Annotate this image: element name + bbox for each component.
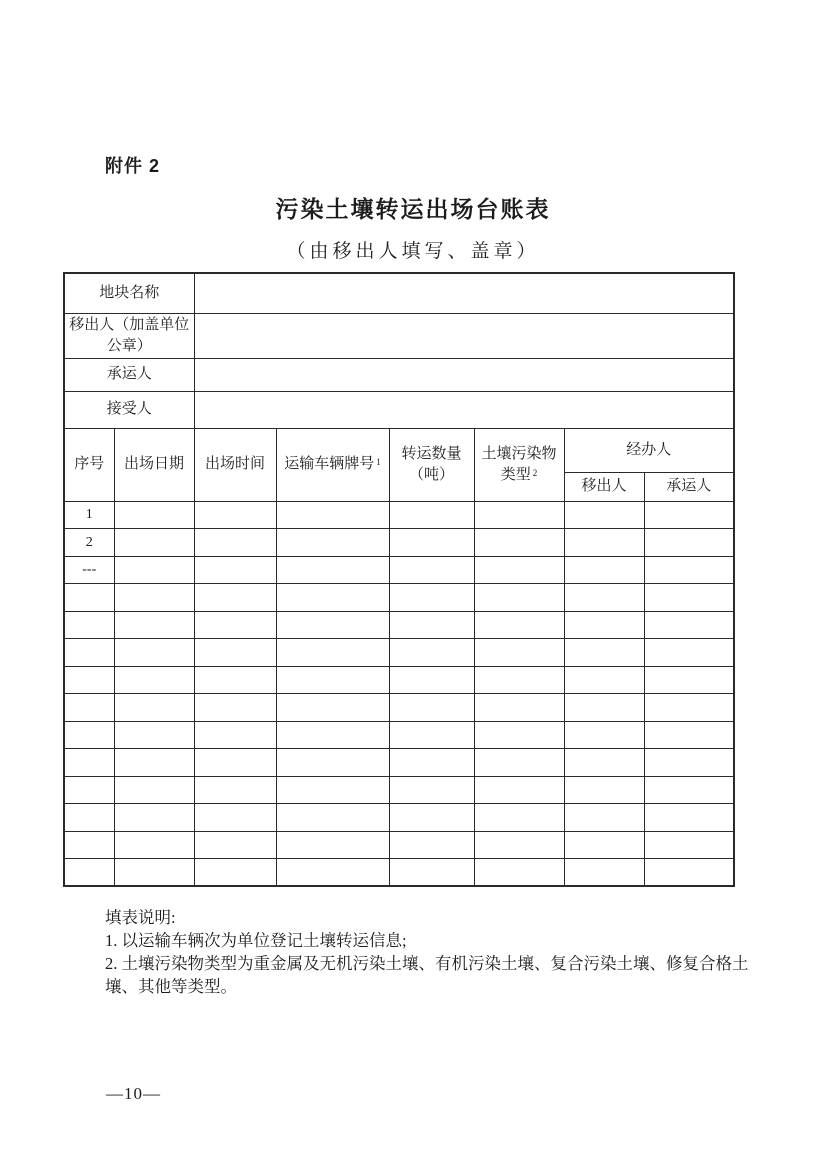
info-row-receiver xyxy=(64,391,734,428)
col-header-quantity-line2: （吨） xyxy=(409,466,455,483)
table-cell xyxy=(64,721,114,749)
table-cell xyxy=(644,584,734,612)
remover-label: 移出人（加盖单位公章） xyxy=(64,313,194,358)
table-row xyxy=(64,611,734,639)
table-cell: 1 xyxy=(64,501,114,529)
table-cell xyxy=(114,694,194,722)
table-cell xyxy=(194,639,276,667)
table-cell xyxy=(64,611,114,639)
table-row xyxy=(64,804,734,832)
attachment-label: 附件 2 xyxy=(105,156,161,176)
carrier-label: 承运人 xyxy=(64,358,194,391)
table-cell xyxy=(564,721,644,749)
table-row xyxy=(64,501,734,529)
table-cell xyxy=(564,501,644,529)
col-header-seq-no xyxy=(64,428,114,501)
table-cell xyxy=(564,859,644,887)
table-cell xyxy=(389,776,474,804)
table-cell xyxy=(114,556,194,584)
receiver-label: 接受人 xyxy=(64,391,194,428)
table-row xyxy=(64,639,734,667)
col-header-handler-remover: 移出人 xyxy=(564,472,644,501)
table-cell xyxy=(474,804,564,832)
table-cell: 2 xyxy=(64,529,114,557)
table-cell xyxy=(114,666,194,694)
col-header-seq-no-text: 序号 xyxy=(74,456,105,472)
col-header-pollutant-line2: 类型 xyxy=(500,466,531,483)
col-header-quantity-line1: 转运数量 xyxy=(401,445,462,462)
table-cell xyxy=(194,859,276,887)
table-cell xyxy=(194,776,276,804)
table-cell xyxy=(64,776,114,804)
table-cell xyxy=(644,721,734,749)
page-subtitle: （由移出人填写、盖章） xyxy=(286,241,540,262)
page-number: —10— xyxy=(106,1084,161,1103)
table-cell xyxy=(194,694,276,722)
table-cell xyxy=(644,859,734,887)
ledger-table xyxy=(63,272,735,887)
fill-instructions xyxy=(105,906,753,998)
table-cell xyxy=(644,694,734,722)
table-cell xyxy=(114,501,194,529)
table-cell xyxy=(194,501,276,529)
table-cell xyxy=(644,666,734,694)
table-row xyxy=(64,556,734,584)
table-cell xyxy=(389,831,474,859)
table-cell xyxy=(194,831,276,859)
table-cell xyxy=(194,721,276,749)
table-cell xyxy=(389,804,474,832)
table-cell xyxy=(564,584,644,612)
table-cell xyxy=(644,639,734,667)
table-cell xyxy=(474,666,564,694)
table-row xyxy=(64,721,734,749)
table-cell xyxy=(276,529,389,557)
table-cell xyxy=(114,749,194,777)
footnote-ref-2: 2 xyxy=(532,467,538,478)
table-row xyxy=(64,776,734,804)
note-item-2: 2. 土壤污染物类型为重金属及无机污染土壤、有机污染土壤、复合污染土壤、修复合格土壤、其他等类型。 xyxy=(105,954,749,996)
table-cell xyxy=(644,749,734,777)
table-cell xyxy=(64,859,114,887)
table-cell xyxy=(114,721,194,749)
table-cell xyxy=(64,584,114,612)
table-cell xyxy=(276,721,389,749)
table-row xyxy=(64,749,734,777)
table-cell xyxy=(194,804,276,832)
table-cell xyxy=(389,749,474,777)
table-cell xyxy=(64,666,114,694)
table-cell xyxy=(644,556,734,584)
table-cell xyxy=(564,611,644,639)
table-cell xyxy=(474,859,564,887)
table-cell xyxy=(276,639,389,667)
table-cell xyxy=(114,611,194,639)
plot-name-label: 地块名称 xyxy=(64,273,194,313)
table-cell xyxy=(194,611,276,639)
table-cell xyxy=(276,611,389,639)
plot-name-value-cell xyxy=(194,273,734,313)
table-cell xyxy=(564,666,644,694)
table-cell xyxy=(276,584,389,612)
table-cell xyxy=(276,501,389,529)
table-cell xyxy=(389,529,474,557)
table-cell xyxy=(644,611,734,639)
table-cell xyxy=(474,721,564,749)
table-cell xyxy=(389,556,474,584)
table-cell xyxy=(389,694,474,722)
note-item-1: 1. 以运输车辆次为单位登记土壤转运信息; xyxy=(105,931,407,950)
table-cell xyxy=(564,694,644,722)
receiver-value-cell xyxy=(194,391,734,428)
remover-value-cell xyxy=(194,313,734,358)
table-cell xyxy=(64,831,114,859)
table-cell xyxy=(474,556,564,584)
table-cell xyxy=(64,694,114,722)
info-section xyxy=(64,273,734,428)
table-cell xyxy=(564,556,644,584)
col-header-pollutant-type xyxy=(474,428,564,501)
table-cell xyxy=(474,749,564,777)
col-header-vehicle-plate-text: 运输车辆牌号 xyxy=(284,456,375,472)
table-cell xyxy=(276,556,389,584)
table-cell xyxy=(64,749,114,777)
table-cell xyxy=(564,529,644,557)
table-cell xyxy=(194,666,276,694)
table-cell xyxy=(564,831,644,859)
table-cell xyxy=(114,804,194,832)
table-cell xyxy=(644,776,734,804)
table-cell xyxy=(644,529,734,557)
carrier-value-cell xyxy=(194,358,734,391)
table-cell xyxy=(389,501,474,529)
table-cell xyxy=(389,611,474,639)
table-cell xyxy=(114,639,194,667)
table-cell xyxy=(64,804,114,832)
info-row-remover xyxy=(64,313,734,358)
table-cell xyxy=(644,831,734,859)
col-header-vehicle-plate xyxy=(276,428,389,501)
ledger-body xyxy=(64,501,734,886)
table-cell xyxy=(474,776,564,804)
table-cell xyxy=(276,804,389,832)
col-header-handler-group: 经办人 xyxy=(564,428,734,472)
table-cell xyxy=(194,529,276,557)
table-row xyxy=(64,694,734,722)
table-cell xyxy=(389,639,474,667)
table-cell xyxy=(276,694,389,722)
table-cell xyxy=(114,859,194,887)
col-header-exit-time xyxy=(194,428,276,501)
table-cell xyxy=(114,529,194,557)
table-cell: --- xyxy=(64,556,114,584)
page-title: 污染土壤转运出场台账表 xyxy=(275,197,551,222)
col-header-quantity xyxy=(389,428,474,501)
table-cell xyxy=(644,804,734,832)
col-header-exit-date-text: 出场日期 xyxy=(124,456,185,472)
table-cell xyxy=(276,666,389,694)
table-cell xyxy=(194,749,276,777)
table-cell xyxy=(644,501,734,529)
table-cell xyxy=(114,831,194,859)
col-header-exit-date xyxy=(114,428,194,501)
table-row xyxy=(64,859,734,887)
table-cell xyxy=(389,584,474,612)
table-row xyxy=(64,584,734,612)
footnote-ref-1: 1 xyxy=(376,457,381,467)
table-cell xyxy=(64,639,114,667)
table-row xyxy=(64,529,734,557)
table-cell xyxy=(276,749,389,777)
table-cell xyxy=(389,721,474,749)
header-section xyxy=(64,428,734,501)
notes-heading: 填表说明: xyxy=(105,908,176,927)
table-cell xyxy=(474,584,564,612)
table-cell xyxy=(474,831,564,859)
table-cell xyxy=(194,556,276,584)
col-header-pollutant-line1: 土壤污染物 xyxy=(481,445,557,462)
col-header-handler-carrier: 承运人 xyxy=(644,472,734,501)
info-row-carrier xyxy=(64,358,734,391)
table-cell xyxy=(474,529,564,557)
table-cell xyxy=(389,859,474,887)
col-header-exit-time-text: 出场时间 xyxy=(205,456,266,472)
table-cell xyxy=(474,694,564,722)
table-cell xyxy=(389,666,474,694)
table-cell xyxy=(276,831,389,859)
table-cell xyxy=(474,639,564,667)
table-cell xyxy=(276,776,389,804)
table-cell xyxy=(194,584,276,612)
table-cell xyxy=(276,859,389,887)
table-cell xyxy=(114,584,194,612)
table-row xyxy=(64,831,734,859)
table-cell xyxy=(114,776,194,804)
table-cell xyxy=(564,804,644,832)
table-cell xyxy=(564,749,644,777)
table-header-row xyxy=(64,428,734,472)
table-row xyxy=(64,666,734,694)
table-cell xyxy=(474,501,564,529)
info-row-plot-name xyxy=(64,273,734,313)
table-cell xyxy=(564,639,644,667)
table-cell xyxy=(474,611,564,639)
table-cell xyxy=(564,776,644,804)
